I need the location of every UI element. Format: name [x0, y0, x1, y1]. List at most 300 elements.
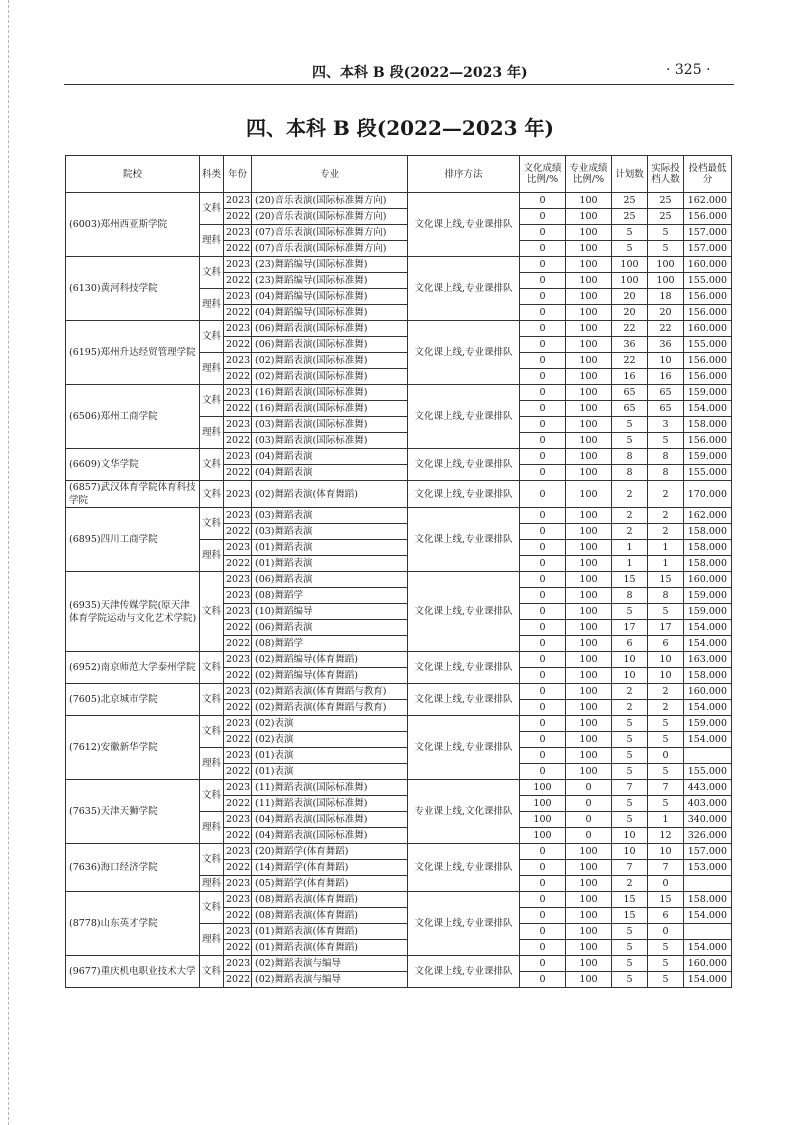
major-ratio-cell: 100	[566, 876, 612, 892]
major-ratio-cell: 100	[566, 940, 612, 956]
major-cell: (02)表演	[252, 732, 408, 748]
major-ratio-cell: 100	[566, 956, 612, 972]
culture-ratio-cell: 0	[520, 524, 566, 540]
track-cell: 理科	[200, 540, 224, 572]
culture-ratio-cell: 0	[520, 481, 566, 508]
column-header: 年份	[224, 156, 252, 193]
min-score-cell: 158.000	[684, 524, 732, 540]
major-ratio-cell: 100	[566, 556, 612, 572]
plan-count-cell: 17	[612, 620, 648, 636]
track-cell: 理科	[200, 924, 224, 956]
major-cell: (02)舞蹈表演(国际标准舞)	[252, 369, 408, 385]
major-ratio-cell: 100	[566, 465, 612, 481]
plan-count-cell: 100	[612, 273, 648, 289]
track-cell: 理科	[200, 417, 224, 449]
school-cell: (9677)重庆机电职业技术大学	[66, 956, 200, 988]
admitted-count-cell: 5	[648, 433, 684, 449]
major-ratio-cell: 100	[566, 652, 612, 668]
admitted-count-cell: 5	[648, 604, 684, 620]
table-row	[66, 684, 732, 700]
admitted-count-cell: 0	[648, 924, 684, 940]
plan-count-cell: 100	[612, 257, 648, 273]
table-row	[66, 481, 732, 508]
min-score-cell: 154.000	[684, 972, 732, 988]
track-cell: 文科	[200, 508, 224, 540]
column-header: 实际投档人数	[648, 156, 684, 193]
admitted-count-cell: 12	[648, 828, 684, 844]
plan-count-cell: 8	[612, 449, 648, 465]
culture-ratio-cell: 100	[520, 780, 566, 796]
admitted-count-cell: 5	[648, 940, 684, 956]
plan-count-cell: 10	[612, 668, 648, 684]
ranking-method-cell: 文化课上线,专业课排队	[408, 892, 520, 956]
major-cell: (02)舞蹈表演(国际标准舞)	[252, 353, 408, 369]
major-ratio-cell: 100	[566, 860, 612, 876]
school-cell: (6935)天津传媒学院(原天津体育学院运动与文化艺术学院)	[66, 572, 200, 652]
major-cell: (03)舞蹈表演	[252, 508, 408, 524]
major-ratio-cell: 100	[566, 620, 612, 636]
year-cell: 2022	[224, 524, 252, 540]
major-ratio-cell: 100	[566, 401, 612, 417]
admitted-count-cell: 1	[648, 812, 684, 828]
major-cell: (02)舞蹈表演与编导	[252, 956, 408, 972]
major-cell: (01)舞蹈表演	[252, 556, 408, 572]
year-cell: 2023	[224, 257, 252, 273]
year-cell: 2023	[224, 385, 252, 401]
major-ratio-cell: 100	[566, 209, 612, 225]
culture-ratio-cell: 0	[520, 508, 566, 524]
admitted-count-cell: 7	[648, 780, 684, 796]
major-cell: (14)舞蹈学(体育舞蹈)	[252, 860, 408, 876]
plan-count-cell: 7	[612, 780, 648, 796]
year-cell: 2022	[224, 556, 252, 572]
table-row	[66, 193, 732, 209]
year-cell: 2023	[224, 716, 252, 732]
major-ratio-cell: 100	[566, 449, 612, 465]
column-header: 科类	[200, 156, 224, 193]
column-header: 院校	[66, 156, 200, 193]
min-score-cell: 158.000	[684, 892, 732, 908]
min-score-cell: 155.000	[684, 764, 732, 780]
major-cell: (20)音乐表演(国际标准舞方向)	[252, 193, 408, 209]
culture-ratio-cell: 0	[520, 700, 566, 716]
ranking-method-cell: 文化课上线,专业课排队	[408, 257, 520, 321]
major-ratio-cell: 100	[566, 417, 612, 433]
table-row	[66, 508, 732, 524]
major-ratio-cell: 100	[566, 684, 612, 700]
min-score-cell: 160.000	[684, 684, 732, 700]
track-cell: 理科	[200, 876, 224, 892]
min-score-cell: 156.000	[684, 289, 732, 305]
track-cell: 文科	[200, 716, 224, 748]
admitted-count-cell: 1	[648, 540, 684, 556]
plan-count-cell: 2	[612, 524, 648, 540]
major-cell: (06)舞蹈表演(国际标准舞)	[252, 321, 408, 337]
major-ratio-cell: 100	[566, 716, 612, 732]
admitted-count-cell: 20	[648, 305, 684, 321]
admitted-count-cell: 65	[648, 401, 684, 417]
column-header: 投档最低分	[684, 156, 732, 193]
min-score-cell: 156.000	[684, 353, 732, 369]
min-score-cell: 158.000	[684, 540, 732, 556]
culture-ratio-cell: 0	[520, 588, 566, 604]
plan-count-cell: 5	[612, 417, 648, 433]
school-cell: (7636)海口经济学院	[66, 844, 200, 892]
admitted-count-cell: 5	[648, 764, 684, 780]
school-cell: (6857)武汉体育学院体育科技学院	[66, 481, 200, 508]
year-cell: 2023	[224, 225, 252, 241]
major-cell: (02)舞蹈表演与编导	[252, 972, 408, 988]
ranking-method-cell: 文化课上线,专业课排队	[408, 481, 520, 508]
year-cell: 2023	[224, 417, 252, 433]
admitted-count-cell: 1	[648, 556, 684, 572]
major-cell: (01)表演	[252, 764, 408, 780]
major-cell: (06)舞蹈表演	[252, 572, 408, 588]
column-header: 专业	[252, 156, 408, 193]
column-header: 专业成绩比例/%	[566, 156, 612, 193]
year-cell: 2023	[224, 540, 252, 556]
track-cell: 理科	[200, 812, 224, 844]
admitted-count-cell: 5	[648, 225, 684, 241]
track-cell: 文科	[200, 844, 224, 876]
plan-count-cell: 20	[612, 289, 648, 305]
major-cell: (05)舞蹈学(体育舞蹈)	[252, 876, 408, 892]
plan-count-cell: 5	[612, 716, 648, 732]
major-ratio-cell: 100	[566, 892, 612, 908]
plan-count-cell: 6	[612, 636, 648, 652]
major-cell: (01)舞蹈表演(体育舞蹈)	[252, 940, 408, 956]
culture-ratio-cell: 0	[520, 337, 566, 353]
year-cell: 2022	[224, 337, 252, 353]
year-cell: 2023	[224, 588, 252, 604]
major-cell: (04)舞蹈表演(国际标准舞)	[252, 812, 408, 828]
culture-ratio-cell: 0	[520, 273, 566, 289]
culture-ratio-cell: 0	[520, 684, 566, 700]
admitted-count-cell: 10	[648, 668, 684, 684]
min-score-cell: 170.000	[684, 481, 732, 508]
year-cell: 2023	[224, 289, 252, 305]
admitted-count-cell: 5	[648, 732, 684, 748]
admitted-count-cell: 3	[648, 417, 684, 433]
table-row	[66, 844, 732, 860]
major-cell: (03)舞蹈表演(国际标准舞)	[252, 433, 408, 449]
culture-ratio-cell: 0	[520, 209, 566, 225]
major-ratio-cell: 100	[566, 321, 612, 337]
admitted-count-cell: 18	[648, 289, 684, 305]
ranking-method-cell: 文化课上线,专业课排队	[408, 321, 520, 385]
major-ratio-cell: 100	[566, 540, 612, 556]
plan-count-cell: 5	[612, 812, 648, 828]
major-ratio-cell: 100	[566, 305, 612, 321]
admitted-count-cell: 2	[648, 700, 684, 716]
major-ratio-cell: 100	[566, 385, 612, 401]
admitted-count-cell: 10	[648, 844, 684, 860]
track-cell: 文科	[200, 652, 224, 684]
min-score-cell: 163.000	[684, 652, 732, 668]
culture-ratio-cell: 0	[520, 556, 566, 572]
major-ratio-cell: 100	[566, 524, 612, 540]
major-ratio-cell: 100	[566, 748, 612, 764]
table-row	[66, 652, 732, 668]
admitted-count-cell: 5	[648, 972, 684, 988]
school-cell: (6195)郑州升达经贸管理学院	[66, 321, 200, 385]
culture-ratio-cell: 0	[520, 241, 566, 257]
min-score-cell: 159.000	[684, 604, 732, 620]
plan-count-cell: 2	[612, 481, 648, 508]
year-cell: 2023	[224, 353, 252, 369]
major-ratio-cell: 100	[566, 257, 612, 273]
major-cell: (01)舞蹈表演	[252, 540, 408, 556]
major-ratio-cell: 0	[566, 812, 612, 828]
school-cell: (7605)北京城市学院	[66, 684, 200, 716]
min-score-cell: 158.000	[684, 556, 732, 572]
culture-ratio-cell: 0	[520, 956, 566, 972]
major-cell: (11)舞蹈表演(国际标准舞)	[252, 796, 408, 812]
admitted-count-cell: 15	[648, 892, 684, 908]
major-ratio-cell: 0	[566, 828, 612, 844]
culture-ratio-cell: 0	[520, 892, 566, 908]
year-cell: 2022	[224, 465, 252, 481]
track-cell: 文科	[200, 257, 224, 289]
plan-count-cell: 1	[612, 540, 648, 556]
major-cell: (04)舞蹈编导(国际标准舞)	[252, 289, 408, 305]
table-row	[66, 257, 732, 273]
major-ratio-cell: 100	[566, 636, 612, 652]
track-cell: 理科	[200, 289, 224, 321]
min-score-cell	[684, 748, 732, 764]
admitted-count-cell: 100	[648, 257, 684, 273]
culture-ratio-cell: 100	[520, 812, 566, 828]
admitted-count-cell: 5	[648, 241, 684, 257]
culture-ratio-cell: 0	[520, 433, 566, 449]
year-cell: 2022	[224, 401, 252, 417]
plan-count-cell: 8	[612, 465, 648, 481]
admitted-count-cell: 7	[648, 860, 684, 876]
plan-count-cell: 8	[612, 588, 648, 604]
year-cell: 2023	[224, 844, 252, 860]
min-score-cell: 157.000	[684, 225, 732, 241]
column-header: 排序方法	[408, 156, 520, 193]
track-cell: 理科	[200, 225, 224, 257]
major-ratio-cell: 100	[566, 732, 612, 748]
major-ratio-cell: 100	[566, 668, 612, 684]
min-score-cell: 159.000	[684, 588, 732, 604]
column-header: 文化成绩比例/%	[520, 156, 566, 193]
major-ratio-cell: 100	[566, 764, 612, 780]
min-score-cell: 443.000	[684, 780, 732, 796]
culture-ratio-cell: 0	[520, 844, 566, 860]
min-score-cell: 160.000	[684, 956, 732, 972]
culture-ratio-cell: 0	[520, 668, 566, 684]
major-cell: (06)舞蹈表演(国际标准舞)	[252, 337, 408, 353]
plan-count-cell: 20	[612, 305, 648, 321]
year-cell: 2023	[224, 321, 252, 337]
plan-count-cell: 7	[612, 860, 648, 876]
track-cell: 文科	[200, 321, 224, 353]
min-score-cell: 160.000	[684, 321, 732, 337]
year-cell: 2022	[224, 860, 252, 876]
admitted-count-cell: 15	[648, 572, 684, 588]
min-score-cell: 162.000	[684, 193, 732, 209]
admitted-count-cell: 16	[648, 369, 684, 385]
plan-count-cell: 2	[612, 508, 648, 524]
plan-count-cell: 10	[612, 652, 648, 668]
culture-ratio-cell: 0	[520, 369, 566, 385]
admitted-count-cell: 8	[648, 449, 684, 465]
school-cell: (6952)南京师范大学泰州学院	[66, 652, 200, 684]
year-cell: 2023	[224, 652, 252, 668]
year-cell: 2022	[224, 732, 252, 748]
major-cell: (04)舞蹈表演(国际标准舞)	[252, 828, 408, 844]
admitted-count-cell: 2	[648, 524, 684, 540]
plan-count-cell: 22	[612, 321, 648, 337]
plan-count-cell: 5	[612, 748, 648, 764]
major-cell: (03)舞蹈表演	[252, 524, 408, 540]
track-cell: 理科	[200, 353, 224, 385]
min-score-cell: 326.000	[684, 828, 732, 844]
page-number: · 325 ·	[666, 62, 711, 78]
min-score-cell: 155.000	[684, 337, 732, 353]
admitted-count-cell: 36	[648, 337, 684, 353]
admitted-count-cell: 65	[648, 385, 684, 401]
culture-ratio-cell: 0	[520, 289, 566, 305]
major-cell: (02)舞蹈表演(体育舞蹈与教育)	[252, 700, 408, 716]
year-cell: 2023	[224, 508, 252, 524]
year-cell: 2022	[224, 908, 252, 924]
min-score-cell: 158.000	[684, 668, 732, 684]
admitted-count-cell: 10	[648, 353, 684, 369]
culture-ratio-cell: 0	[520, 385, 566, 401]
min-score-cell: 157.000	[684, 844, 732, 860]
admitted-count-cell: 10	[648, 652, 684, 668]
major-cell: (02)舞蹈编导(体育舞蹈)	[252, 652, 408, 668]
min-score-cell: 156.000	[684, 305, 732, 321]
ranking-method-cell: 文化课上线,专业课排队	[408, 652, 520, 684]
culture-ratio-cell: 0	[520, 940, 566, 956]
min-score-cell: 403.000	[684, 796, 732, 812]
ranking-method-cell: 文化课上线,专业课排队	[408, 193, 520, 257]
major-ratio-cell: 100	[566, 508, 612, 524]
min-score-cell: 156.000	[684, 433, 732, 449]
min-score-cell: 154.000	[684, 908, 732, 924]
school-cell: (6609)文华学院	[66, 449, 200, 481]
major-cell: (08)舞蹈学	[252, 636, 408, 652]
year-cell: 2022	[224, 620, 252, 636]
culture-ratio-cell: 0	[520, 225, 566, 241]
min-score-cell: 154.000	[684, 700, 732, 716]
major-cell: (06)舞蹈表演	[252, 620, 408, 636]
major-ratio-cell: 100	[566, 588, 612, 604]
plan-count-cell: 16	[612, 369, 648, 385]
header-rule	[64, 84, 734, 85]
track-cell: 文科	[200, 892, 224, 924]
plan-count-cell: 15	[612, 572, 648, 588]
major-cell: (20)音乐表演(国际标准舞方向)	[252, 209, 408, 225]
track-cell: 文科	[200, 684, 224, 716]
min-score-cell: 157.000	[684, 241, 732, 257]
page-title: 四、本科 B 段(2022—2023 年)	[245, 116, 555, 140]
culture-ratio-cell: 0	[520, 716, 566, 732]
min-score-cell	[684, 876, 732, 892]
school-cell: (7635)天津天狮学院	[66, 780, 200, 844]
year-cell: 2023	[224, 604, 252, 620]
track-cell: 文科	[200, 385, 224, 417]
ranking-method-cell: 文化课上线,专业课排队	[408, 508, 520, 572]
plan-count-cell: 5	[612, 433, 648, 449]
major-ratio-cell: 0	[566, 780, 612, 796]
major-cell: (02)舞蹈表演(体育舞蹈与教育)	[252, 684, 408, 700]
culture-ratio-cell: 0	[520, 972, 566, 988]
ranking-method-cell: 文化课上线,专业课排队	[408, 449, 520, 481]
plan-count-cell: 2	[612, 876, 648, 892]
culture-ratio-cell: 0	[520, 353, 566, 369]
year-cell: 2023	[224, 780, 252, 796]
running-header-title: 四、本科 B 段(2022—2023 年)	[312, 65, 528, 81]
school-cell: (7612)安徽新华学院	[66, 716, 200, 780]
year-cell: 2022	[224, 700, 252, 716]
culture-ratio-cell: 0	[520, 572, 566, 588]
major-ratio-cell: 100	[566, 241, 612, 257]
track-cell: 文科	[200, 956, 224, 988]
culture-ratio-cell: 0	[520, 417, 566, 433]
major-cell: (02)舞蹈编导(体育舞蹈)	[252, 668, 408, 684]
culture-ratio-cell: 0	[520, 257, 566, 273]
plan-count-cell: 22	[612, 353, 648, 369]
year-cell: 2023	[224, 684, 252, 700]
culture-ratio-cell: 0	[520, 908, 566, 924]
major-cell: (08)舞蹈学	[252, 588, 408, 604]
culture-ratio-cell: 100	[520, 828, 566, 844]
admitted-count-cell: 8	[648, 588, 684, 604]
table-row	[66, 321, 732, 337]
plan-count-cell: 2	[612, 700, 648, 716]
min-score-cell: 160.000	[684, 257, 732, 273]
major-ratio-cell: 100	[566, 289, 612, 305]
year-cell: 2022	[224, 764, 252, 780]
plan-count-cell: 5	[612, 924, 648, 940]
admitted-count-cell: 5	[648, 796, 684, 812]
track-cell: 理科	[200, 748, 224, 780]
track-cell: 文科	[200, 780, 224, 812]
plan-count-cell: 5	[612, 972, 648, 988]
year-cell: 2022	[224, 209, 252, 225]
column-header: 计划数	[612, 156, 648, 193]
admitted-count-cell: 25	[648, 193, 684, 209]
admission-table	[65, 155, 732, 988]
plan-count-cell: 36	[612, 337, 648, 353]
binding-margin-line	[8, 0, 9, 1125]
major-cell: (07)音乐表演(国际标准舞方向)	[252, 225, 408, 241]
culture-ratio-cell: 0	[520, 764, 566, 780]
min-score-cell: 154.000	[684, 732, 732, 748]
major-cell: (23)舞蹈编导(国际标准舞)	[252, 273, 408, 289]
min-score-cell: 159.000	[684, 716, 732, 732]
min-score-cell: 155.000	[684, 273, 732, 289]
major-cell: (16)舞蹈表演(国际标准舞)	[252, 401, 408, 417]
plan-count-cell: 5	[612, 764, 648, 780]
major-ratio-cell: 100	[566, 193, 612, 209]
major-ratio-cell: 100	[566, 337, 612, 353]
plan-count-cell: 10	[612, 844, 648, 860]
admitted-count-cell: 0	[648, 748, 684, 764]
major-ratio-cell: 0	[566, 796, 612, 812]
plan-count-cell: 5	[612, 796, 648, 812]
plan-count-cell: 5	[612, 604, 648, 620]
min-score-cell: 340.000	[684, 812, 732, 828]
year-cell: 2023	[224, 876, 252, 892]
year-cell: 2022	[224, 972, 252, 988]
admitted-count-cell: 6	[648, 636, 684, 652]
